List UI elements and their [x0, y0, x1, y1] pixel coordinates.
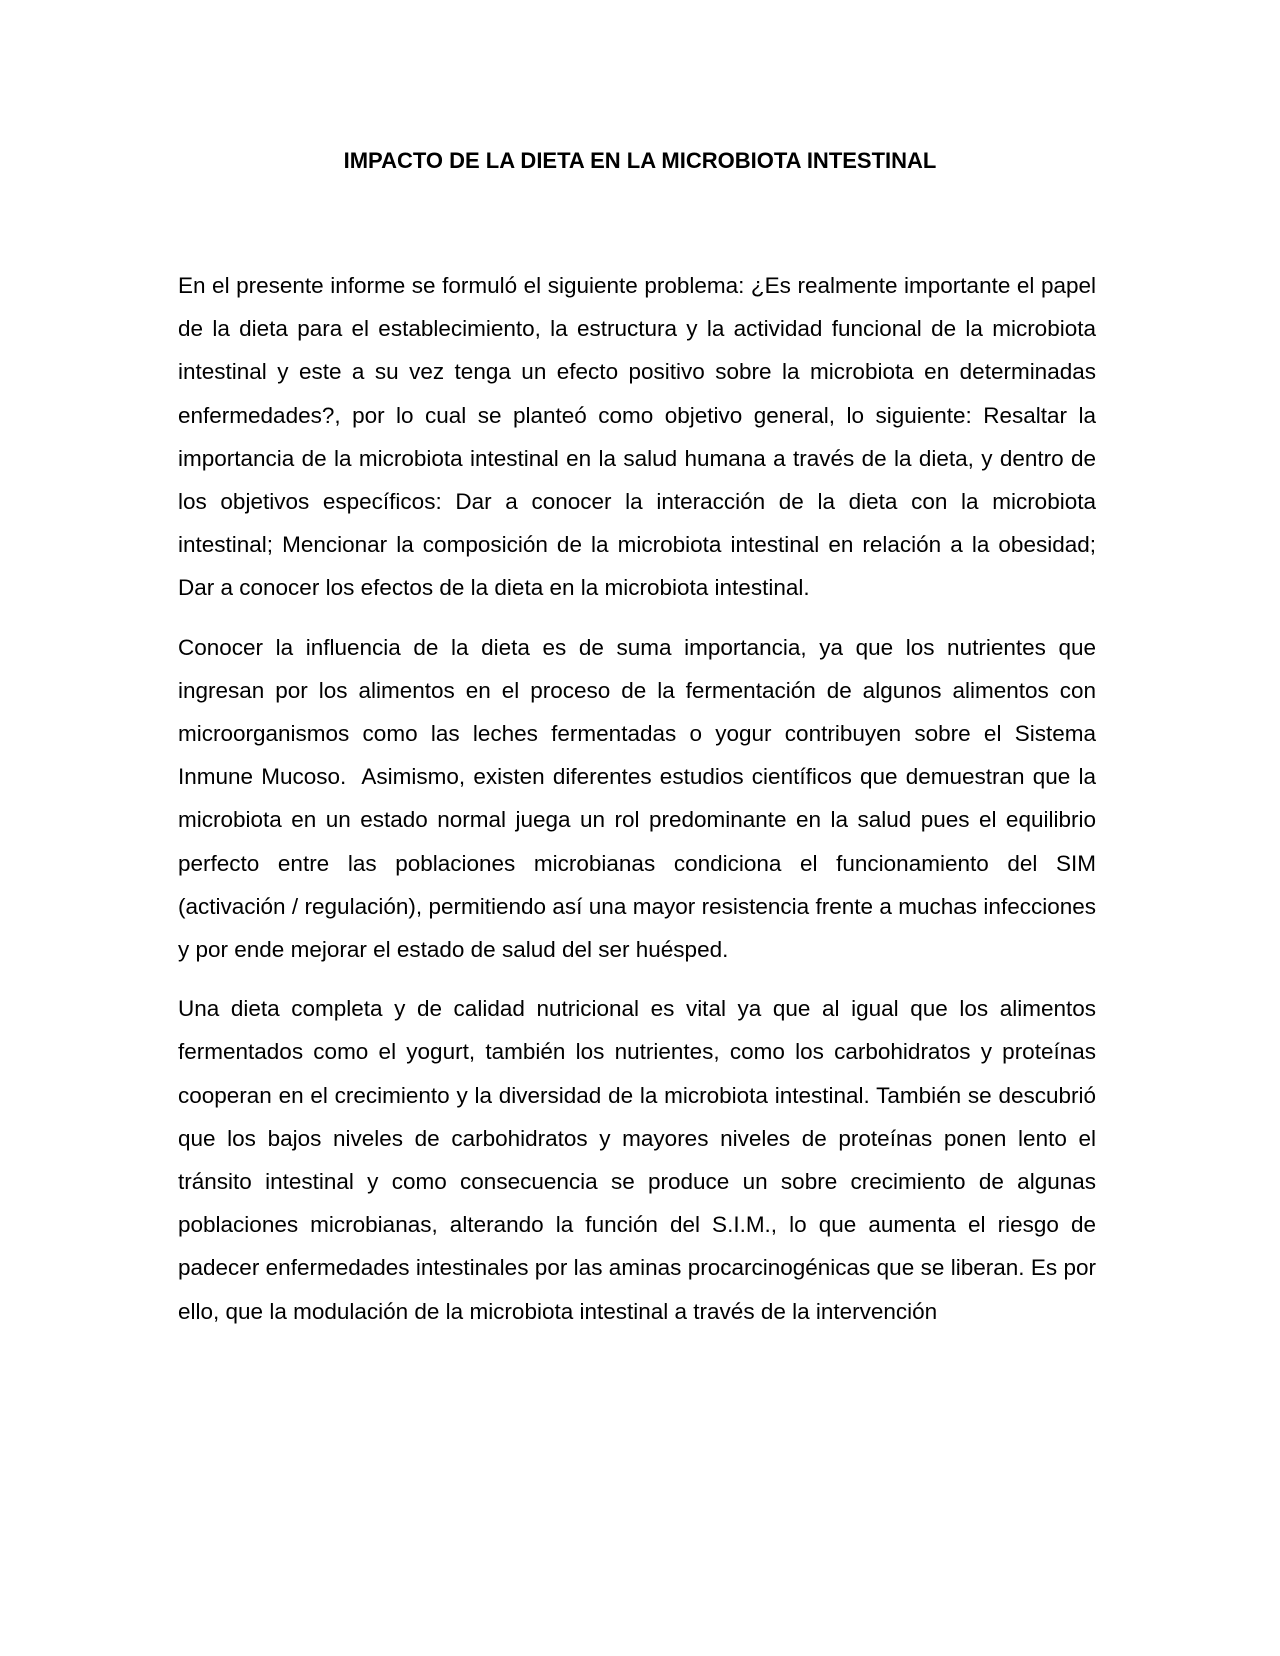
paragraph-3: Una dieta completa y de calidad nutricional es vital ya que al igual que los alimentos fermentados como el yogurt, también los nutrientes, como los carbohidratos y proteínas cooperan en el crecimiento y la diversidad de la microbiota intestinal. También se descubrió que los bajos niveles de carbohidratos y mayores niveles de proteínas ponen lento el tránsito intestinal y como consecuencia se produce un sobre crecimiento de algunas poblaciones microbianas, alterando la función del S.I.M., lo que aumenta el riesgo de padecer enfermedades intestinales por las aminas procarcinogénicas que se liberan. Es por ello, que la modulación de la microbiota intestinal a través de la intervención	[178, 996, 1103, 1324]
document-body	[178, 264, 1103, 1349]
document-title: IMPACTO DE LA DIETA EN LA MICROBIOTA INTESTINAL	[343, 148, 937, 173]
paragraph-2: Conocer la influencia de la dieta es de suma importancia, ya que los nutrientes que ingresan por los alimentos en el proceso de la fermentación de algunos alimentos con microorganismos como las leches fermentadas o yogur contribuyen sobre el Sistema Inmune Mucoso. Asimismo, existen diferentes estudios científicos que demuestran que la microbiota en un estado normal juega un rol predominante en la salud pues el equilibrio perfecto entre las poblaciones microbianas condiciona el funcionamiento del SIM (activación / regulación), permitiendo así una mayor resistencia frente a muchas infecciones y por ende mejorar el estado de salud del ser huésped.	[178, 634, 1103, 963]
paragraph-1: En el presente informe se formuló el siguiente problema: ¿Es realmente importante el papel de la dieta para el establecimiento, la estructura y la actividad funcional de la microbiota intestinal y este a su vez tenga un efecto positivo sobre la microbiota en determinadas enfermedades?, por lo cual se planteó como objetivo general, lo siguiente: Resaltar la importancia de la microbiota intestinal en la salud humana a través de la dieta, y dentro de los objetivos específicos: Dar a conocer la interacción de la dieta con la microbiota intestinal; Mencionar la composición de la microbiota intestinal en relación a la obesidad; Dar a conocer los efectos de la dieta en la microbiota intestinal.	[178, 273, 1103, 601]
